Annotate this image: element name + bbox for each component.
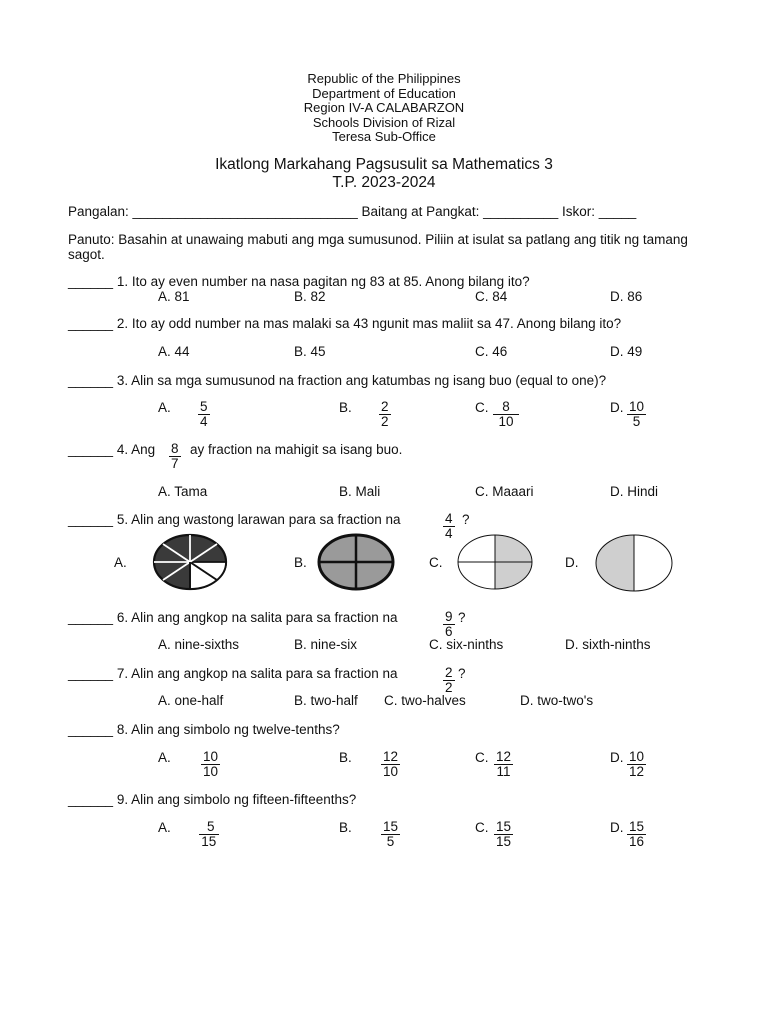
q9-option-d-label: D. <box>610 820 624 835</box>
question-text: 7. Alin ang angkop na salita para sa fraction na <box>116 666 398 681</box>
question-text: 4. Ang <box>116 442 156 457</box>
q2-option-a: A. 44 <box>158 344 190 359</box>
q7-option-c: C. two-halves <box>384 693 466 708</box>
question-5 <box>68 512 401 527</box>
q9-option-b-fraction: $\frac{15}{5}$ <box>383 819 399 849</box>
question-9 <box>68 792 356 807</box>
question-6 <box>68 610 398 625</box>
q6-option-a: A. nine-sixths <box>158 637 240 652</box>
answer-blank: ______ <box>68 792 114 807</box>
question-8 <box>68 722 340 737</box>
q4-option-c: C. Maaari <box>475 484 534 499</box>
q9-option-c-fraction: $\frac{15}{15}$ <box>496 819 512 849</box>
q5-option-a-circle-icon <box>152 534 228 590</box>
q5-option-d-label: D. <box>565 555 579 570</box>
q1-option-a: A. 81 <box>158 289 190 304</box>
answer-blank: ______ <box>68 512 114 527</box>
q4-option-a: A. Tama <box>158 484 208 499</box>
answer-blank: ______ <box>68 316 114 331</box>
q9-option-c-label: C. <box>475 820 489 835</box>
question-text: 9. Alin ang simbolo ng fifteen-fifteenths? <box>116 792 357 807</box>
question-2 <box>68 316 621 331</box>
question-text: 5. Alin ang wastong larawan para sa fraction na <box>116 512 401 527</box>
question-1 <box>68 274 530 289</box>
question-3 <box>68 373 606 388</box>
q8-option-b-fraction: $\frac{12}{10}$ <box>383 749 399 779</box>
q1-option-b: B. 82 <box>294 289 326 304</box>
q8-option-a-label: A. <box>158 750 171 765</box>
q4-option-d: D. Hindi <box>610 484 659 499</box>
q7-option-d: D. two-two's <box>520 693 594 708</box>
q5-option-c-circle-icon <box>456 534 534 590</box>
q7-fraction: $\frac{2}{2}$ <box>445 665 453 695</box>
q8-option-a-fraction: $\frac{10}{10}$ <box>203 749 219 779</box>
question-4-rest: ay fraction na mahigit sa isang buo. <box>190 442 403 457</box>
exam-title <box>0 156 768 192</box>
answer-blank: ______ <box>68 722 114 737</box>
document-header <box>0 72 768 145</box>
q2-option-c: C. 46 <box>475 344 508 359</box>
q6-fraction: $\frac{9}{6}$ <box>445 609 453 639</box>
question-4 <box>68 442 155 457</box>
answer-blank: ______ <box>68 373 114 388</box>
q6-option-c: C. six-ninths <box>429 637 504 652</box>
header-line-division: Schools Division of Rizal <box>312 114 456 130</box>
question-text: 8. Alin ang simbolo ng twelve-tenths? <box>116 722 340 737</box>
q5-option-a-label: A. <box>114 555 127 570</box>
q5-option-b-label: B. <box>294 555 307 570</box>
question-text: 2. Ito ay odd number na mas malaki sa 43 ngunit mas maliit sa 47. Anong bilang ito? <box>116 316 622 331</box>
q4-option-b: B. Mali <box>339 484 381 499</box>
q6-option-b: B. nine-six <box>294 637 358 652</box>
question-text: 6. Alin ang angkop na salita para sa fraction na <box>116 610 398 625</box>
q1-option-c: C. 84 <box>475 289 508 304</box>
q9-option-a-fraction: $\frac{5}{15}$ <box>199 820 219 849</box>
q5-option-b-circle-icon <box>317 534 395 590</box>
q8-option-c-label: C. <box>475 750 489 765</box>
q3-option-a-label: A. <box>158 400 171 415</box>
question-7 <box>68 666 398 681</box>
student-info-line: Pangalan: ______________________________ Baitang at Pangkat: __________ Iskor: _____ <box>68 204 637 219</box>
exam-school-year: T.P. 2023-2024 <box>332 174 436 191</box>
q5-option-c-label: C. <box>429 555 443 570</box>
q8-option-d-label: D. <box>610 750 624 765</box>
answer-blank: ______ <box>68 666 114 681</box>
q3-option-c-fraction: $\frac{8}{10}$ <box>493 400 519 429</box>
q9-option-d-fraction: $\frac{15}{16}$ <box>629 819 645 849</box>
q7-option-b: B. two-half <box>294 693 358 708</box>
q3-option-a-fraction: $\frac{5}{4}$ <box>200 399 208 429</box>
q1-option-d: D. 86 <box>610 289 643 304</box>
q5-option-d-circle-icon <box>594 534 674 592</box>
header-line-region: Region IV-A CALABARZON <box>303 100 465 115</box>
q9-option-a-label: A. <box>158 820 171 835</box>
q7-option-a: A. one-half <box>158 693 224 708</box>
q2-option-d: D. 49 <box>610 344 643 359</box>
header-line-republic: Republic of the Philippines <box>307 71 461 86</box>
q3-option-b-label: B. <box>339 400 352 415</box>
q3-option-c-label: C. <box>475 400 489 415</box>
q8-option-b-label: B. <box>339 750 352 765</box>
question-5-end: ? <box>462 512 470 527</box>
q5-fraction: $\frac{4}{4}$ <box>445 511 453 541</box>
question-text: 1. Ito ay even number na nasa pagitan ng 83 at 85. Anong bilang ito? <box>116 274 530 289</box>
q3-option-d-fraction: $\frac{10}{5}$ <box>629 399 645 429</box>
q8-option-d-fraction: $\frac{10}{12}$ <box>629 749 645 779</box>
q8-option-c-fraction: $\frac{12}{11}$ <box>496 749 512 779</box>
q4-fraction: $\frac{8}{7}$ <box>171 441 179 471</box>
q3-option-b-fraction: $\frac{2}{2}$ <box>381 399 389 429</box>
question-6-end: ? <box>458 610 466 625</box>
answer-blank: ______ <box>68 610 114 625</box>
header-line-office: Teresa Sub-Office <box>332 129 436 144</box>
q6-option-d: D. sixth-ninths <box>565 637 651 652</box>
instructions: Panuto: Basahin at unawaing mabuti ang mga sumusunod. Piliin at isulat sa patlang ang titik ng tamang sagot. <box>68 232 688 262</box>
header-line-deped: Department of Education <box>312 85 456 101</box>
q3-option-d-label: D. <box>610 400 624 415</box>
q2-option-b: B. 45 <box>294 344 326 359</box>
answer-blank: ______ <box>68 274 114 289</box>
exam-title-main: Ikatlong Markahang Pagsusulit sa Mathematics 3 <box>215 156 553 173</box>
question-7-end: ? <box>458 666 466 681</box>
question-text: 3. Alin sa mga sumusunod na fraction ang katumbas ng isang buo (equal to one)? <box>116 373 607 388</box>
answer-blank: ______ <box>68 442 114 457</box>
q9-option-b-label: B. <box>339 820 352 835</box>
